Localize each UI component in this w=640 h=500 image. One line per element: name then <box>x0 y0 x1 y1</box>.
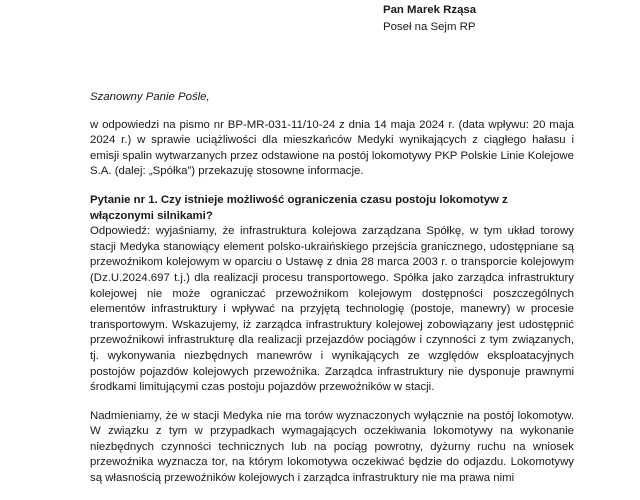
answer-1 <box>90 224 574 396</box>
answer-1-text: wyjaśniamy, że infrastruktura kolejowa zarządzana Spółkę, w tym układ torowy stacji Medyka stanowiący element polsko-ukraińskiego przejścia granicznego, udostępniane są przewoźnikom kolejowym w oparciu o Ustawę z dnia 28 marca 2003 r. o transporcie kolejowym (Dz.U.2024.697 t.j.) dla realizacji procesu transportowego. Spółka jako zarządca infrastruktury kolejowej nie może ograniczać przewoźnikom kolejowym dostępności poszczególnych elementów infrastruktury i wpływać na przyjętą technologię (postoje, manewry) w procesie transportowym. Wskazujemy, iż zarządca infrastruktury kolejowej zobowiązany jest udostępnić przewoźnikowi infrastrukturę dla realizacji przejazdów pociągów i czynności z tym związanych, tj. wykonywania niezbędnych manewrów i wynikających ze względów eksploatacyjnych postojów pojazdów kolejowych przewoźnika. Zarządca infrastruktury nie dysponuje prawnymi środkami limitującymi czas postoju pojazdów przewoźników w stacji. <box>90 225 574 394</box>
paragraph-2: Nadmieniamy, że w stacji Medyka nie ma torów wyznaczonych wyłącznie na postój lokomotyw. W związku z tym w przypadkach wymagających oczekiwania lokomotywy na wykonanie niezbędnych czynności technicznych lub na pociąg powrotny, dyżurny ruchu na wniosek przewoźnika wyznacza tor, na którym lokomotywa oczekiwać będzie do odjazdu. Lokomotywy są własnością przewoźników kolejowych i zarządca infrastruktury nie ma prawa nimi <box>90 409 574 485</box>
letter-body <box>90 90 574 500</box>
intro-paragraph: w odpowiedzi na pismo nr BP-MR-031-11/10-24 z dnia 14 maja 2024 r. (data wpływu: 20 maja 2024 r.) w sprawie uciążliwości dla mieszkańców Medyki wynikających z ciągłego hałasu i emisji spalin wytwarzanych przez odstawione na postój lokomotywy PKP Polskie Linie Kolejowe S.A. (dalej: „Spółka”) przekazuję stosowne informacje. <box>90 118 574 178</box>
recipient-title: Poseł na Sejm RP <box>383 21 476 33</box>
question-1: Pytanie nr 1. Czy istnieje możliwość ograniczenia czasu postoju lokomotyw z włączonymi silnikami? <box>90 193 508 222</box>
recipient-block <box>383 2 476 36</box>
salutation: Szanowny Panie Pośle, <box>90 91 210 103</box>
recipient-name: Pan Marek Rząsa <box>383 4 477 16</box>
answer-label: Odpowiedź: <box>90 225 151 238</box>
